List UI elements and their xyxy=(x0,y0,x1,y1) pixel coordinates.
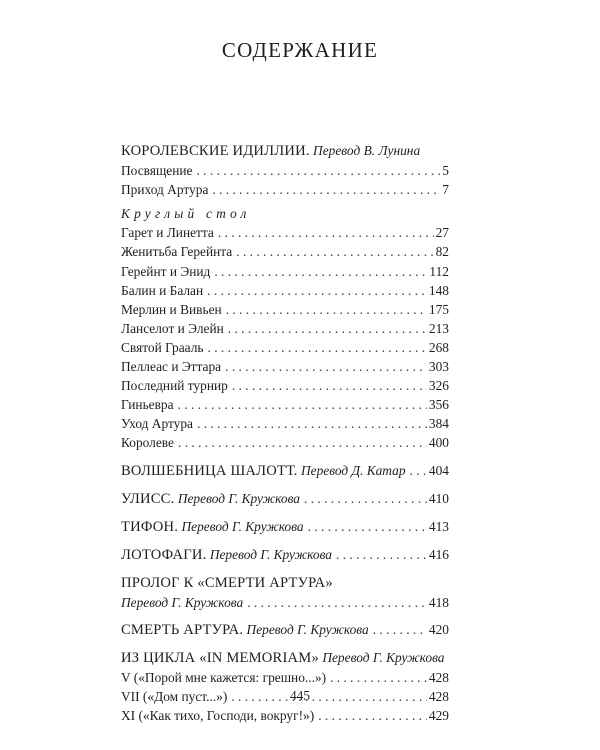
entry-page: 428 xyxy=(428,689,449,705)
entry-title: Женитьба Герейнта xyxy=(121,244,233,260)
entry-page: 303 xyxy=(428,359,449,375)
page-title: СОДЕРЖАНИЕ xyxy=(221,38,379,62)
section-heading: ТИФОН. xyxy=(121,518,179,535)
entry-page: 418 xyxy=(428,594,449,610)
dot-leader xyxy=(214,262,427,281)
entry-title: Приход Артура xyxy=(121,182,209,198)
toc-entry[interactable] xyxy=(121,395,449,414)
entry-title: Пеллеас и Эттара xyxy=(121,359,222,375)
dot-leader xyxy=(330,668,427,687)
entry-title-line xyxy=(121,545,332,565)
dot-leader xyxy=(178,433,427,452)
section-heading: ПРОЛОГ К «СМЕРТИ АРТУРА» xyxy=(121,574,333,591)
entry-title: Ланселот и Элейн xyxy=(121,320,224,336)
section-heading: УЛИСС. xyxy=(121,490,175,507)
toc-entry[interactable] xyxy=(121,414,449,433)
entry-page: 413 xyxy=(428,518,449,534)
section-translator: Перевод Д. Катар xyxy=(300,462,406,478)
toc-section-royal-idylls xyxy=(121,141,449,453)
dot-leader xyxy=(236,242,433,261)
entry-page: 5 xyxy=(442,163,449,179)
toc-entry[interactable] xyxy=(121,357,449,376)
entry-page: 400 xyxy=(428,435,449,451)
toc-section-in-memoriam xyxy=(121,648,449,725)
entry-title: XI («Как тихо, Господи, вокруг!») xyxy=(121,708,315,724)
dot-leader xyxy=(197,414,427,433)
entry-title: Посвящение xyxy=(121,163,193,179)
toc-entry xyxy=(121,517,449,537)
entry-page: 429 xyxy=(428,708,449,724)
entry-title-line xyxy=(121,461,406,481)
dot-leader xyxy=(207,281,427,300)
entry-title: Последний турнир xyxy=(121,378,228,394)
toc-entry[interactable] xyxy=(121,223,449,242)
section-translator: Перевод Г. Кружкова xyxy=(246,622,369,638)
entry-page: 27 xyxy=(435,225,449,241)
dot-leader xyxy=(336,545,427,564)
dot-leader xyxy=(308,517,427,536)
entry-title: Королеве xyxy=(121,435,174,451)
entry-page: 416 xyxy=(428,546,449,562)
toc-entry[interactable] xyxy=(121,338,449,357)
section-heading: СМЕРТЬ АРТУРА. xyxy=(121,622,244,639)
toc-entry[interactable] xyxy=(121,706,449,725)
dot-leader xyxy=(225,357,427,376)
dot-leader xyxy=(318,706,427,725)
toc-entry[interactable] xyxy=(121,319,449,338)
entry-title: Гарет и Линетта xyxy=(121,225,214,241)
dot-leader xyxy=(247,593,427,612)
dot-leader xyxy=(373,620,427,639)
section-translator: Перевод В. Лунина xyxy=(313,143,421,158)
toc-section-morte-darthur[interactable] xyxy=(121,620,449,640)
section-translator: Перевод Г. Кружкова xyxy=(181,518,304,534)
section-heading: ЛОТОФАГИ. xyxy=(121,546,207,563)
entry-title: Святой Грааль xyxy=(121,339,204,355)
toc-entry xyxy=(121,620,449,640)
entry-page: 356 xyxy=(428,397,449,413)
subsection-heading: Круглый стол xyxy=(121,206,251,222)
entry-title: Балин и Балан xyxy=(121,282,204,298)
dot-leader xyxy=(178,395,427,414)
entry-page: 175 xyxy=(428,301,449,317)
dot-leader xyxy=(228,319,427,338)
entry-title: V («Порой мне кажется: грешно...») xyxy=(121,670,327,686)
entry-page: 404 xyxy=(428,462,449,478)
dot-leader xyxy=(208,338,427,357)
toc-section-morte-prologue[interactable] xyxy=(121,573,449,612)
dot-leader xyxy=(212,180,440,199)
section-translator: Перевод Г. Кружкова xyxy=(177,490,300,506)
entry-page: 410 xyxy=(428,490,449,506)
toc-entry[interactable] xyxy=(121,376,449,395)
entry-title-line xyxy=(121,489,300,509)
entry-title: Уход Артура xyxy=(121,416,193,432)
entry-page: 384 xyxy=(428,416,449,432)
toc-entry[interactable] xyxy=(121,161,449,180)
toc-section-lady-of-shalott[interactable] xyxy=(121,461,449,481)
entry-title: Гиньевра xyxy=(121,397,174,413)
toc-entry[interactable] xyxy=(121,242,449,261)
entry-page: 326 xyxy=(428,378,449,394)
section-heading-line xyxy=(121,573,449,593)
section-translator: Перевод Г. Кружкова xyxy=(322,650,445,666)
dot-leader xyxy=(218,223,434,242)
toc-entry[interactable] xyxy=(121,281,449,300)
entry-page: 148 xyxy=(428,282,449,298)
entry-page: 268 xyxy=(428,339,449,355)
entry-title: VII («Дом пуст...») xyxy=(121,689,228,705)
entry-page: 213 xyxy=(428,320,449,336)
page-number: 445 xyxy=(289,688,311,703)
entry-title-line xyxy=(121,517,304,537)
dot-leader xyxy=(410,461,427,480)
entry-page: 7 xyxy=(442,182,449,198)
dot-leader xyxy=(196,161,440,180)
entry-title: Мерлин и Вивьен xyxy=(121,301,222,317)
toc-section-tithonus[interactable] xyxy=(121,517,449,537)
entry-page: 428 xyxy=(428,670,449,686)
dot-leader xyxy=(226,300,427,319)
toc-entry xyxy=(121,461,449,481)
section-translator: Перевод Г. Кружкова xyxy=(209,546,332,562)
dot-leader xyxy=(232,376,427,395)
section-translator: Перевод Г. Кружкова xyxy=(121,594,244,610)
toc-entry[interactable] xyxy=(121,180,449,199)
toc-section-ulysses[interactable] xyxy=(121,489,449,509)
toc-section-lotos-eaters[interactable] xyxy=(121,545,449,565)
toc-entry[interactable] xyxy=(121,433,449,452)
section-heading-line xyxy=(121,648,449,668)
section-heading: КОРОЛЕВСКИЕ ИДИЛЛИИ. xyxy=(121,143,310,159)
entry-page: 420 xyxy=(428,622,449,638)
toc-entry xyxy=(121,489,449,509)
toc-entry[interactable] xyxy=(121,668,449,687)
entry-title: Герейнт и Энид xyxy=(121,263,211,279)
table-of-contents xyxy=(121,141,449,726)
section-heading: ИЗ ЦИКЛА «IN MEMORIAM» xyxy=(121,650,319,667)
dot-leader xyxy=(304,489,427,508)
section-heading-line xyxy=(121,141,449,161)
entry-title-line xyxy=(121,620,369,640)
section-heading: ВОЛШЕБНИЦА ШАЛОТТ. xyxy=(121,462,298,479)
toc-entry[interactable] xyxy=(121,300,449,319)
entry-page: 112 xyxy=(429,263,449,279)
toc-entry xyxy=(121,545,449,565)
toc-entry[interactable] xyxy=(121,262,449,281)
entry-page: 82 xyxy=(435,244,449,260)
toc-entry xyxy=(121,593,449,612)
